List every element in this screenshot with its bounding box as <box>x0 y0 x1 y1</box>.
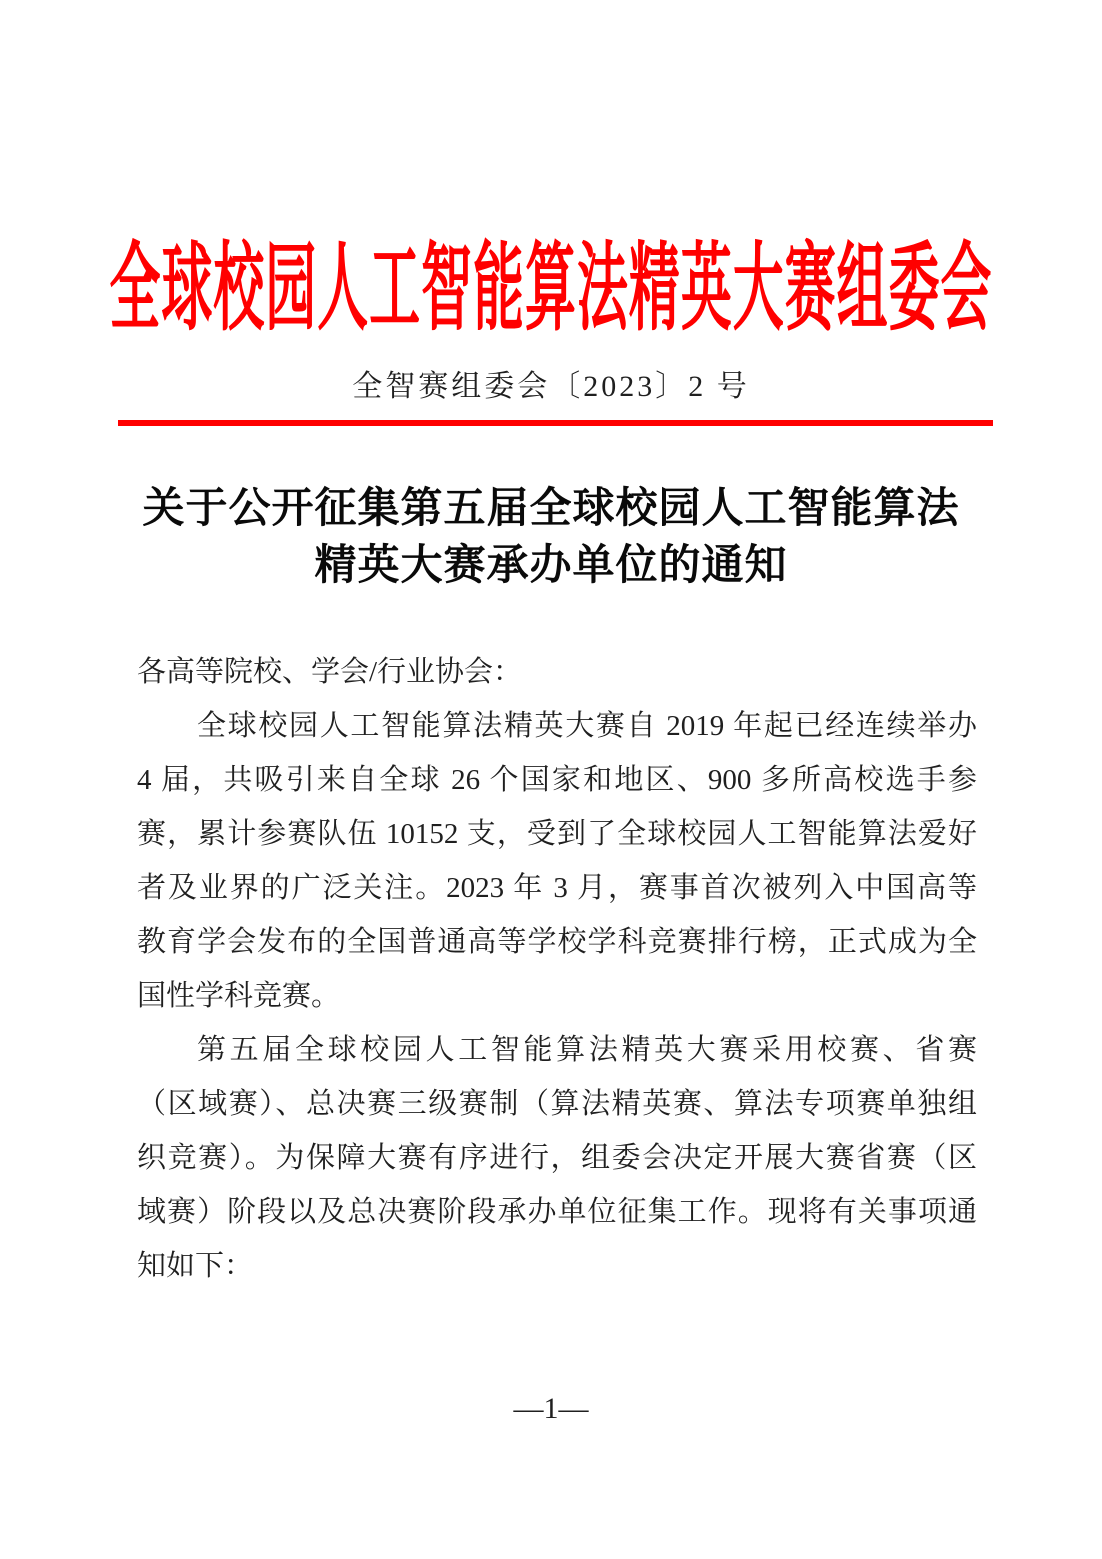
notice-title <box>0 481 1102 595</box>
org-header-title: 全球校园人工智能算法精英大赛组委会 <box>109 234 993 342</box>
body-line: 教育学会发布的全国普通高等学校学科竞赛排行榜，正式成为全 <box>137 926 977 958</box>
body-line: 域赛）阶段以及总决赛阶段承办单位征集工作。现将有关事项通 <box>137 1196 977 1228</box>
body-line: 国性学科竞赛。 <box>137 980 341 1012</box>
body-line: 赛，累计参赛队伍 10152 支，受到了全球校园人工智能算法爱好 <box>137 818 977 850</box>
body-line: 第五届全球校园人工智能算法精英大赛采用校赛、省赛 <box>197 1034 977 1066</box>
document-body <box>137 645 977 1293</box>
red-divider-line <box>118 420 993 426</box>
salutation-line: 各高等院校、学会/行业协会： <box>137 656 523 688</box>
body-line: 者及业界的广泛关注。2023 年 3 月，赛事首次被列入中国高等 <box>137 872 977 904</box>
body-line: 织竞赛）。为保障大赛有序进行，组委会决定开展大赛省赛（区 <box>137 1142 977 1174</box>
page-number: —1— <box>513 1392 589 1425</box>
body-line: 知如下： <box>137 1250 254 1282</box>
body-line: 4 届，共吸引来自全球 26 个国家和地区、900 多所高校选手参 <box>137 764 977 796</box>
body-line: 全球校园人工智能算法精英大赛自 2019 年起已经连续举办 <box>197 710 977 742</box>
notice-title-line1: 关于公开征集第五届全球校园人工智能算法 <box>142 486 960 532</box>
doc-number: 全智赛组委会〔2023〕2 号 <box>352 370 750 403</box>
org-header <box>0 224 1102 342</box>
body-line: （区域赛）、总决赛三级赛制（算法精英赛、算法专项赛单独组 <box>137 1088 977 1120</box>
notice-title-line2: 精英大赛承办单位的通知 <box>314 543 788 589</box>
